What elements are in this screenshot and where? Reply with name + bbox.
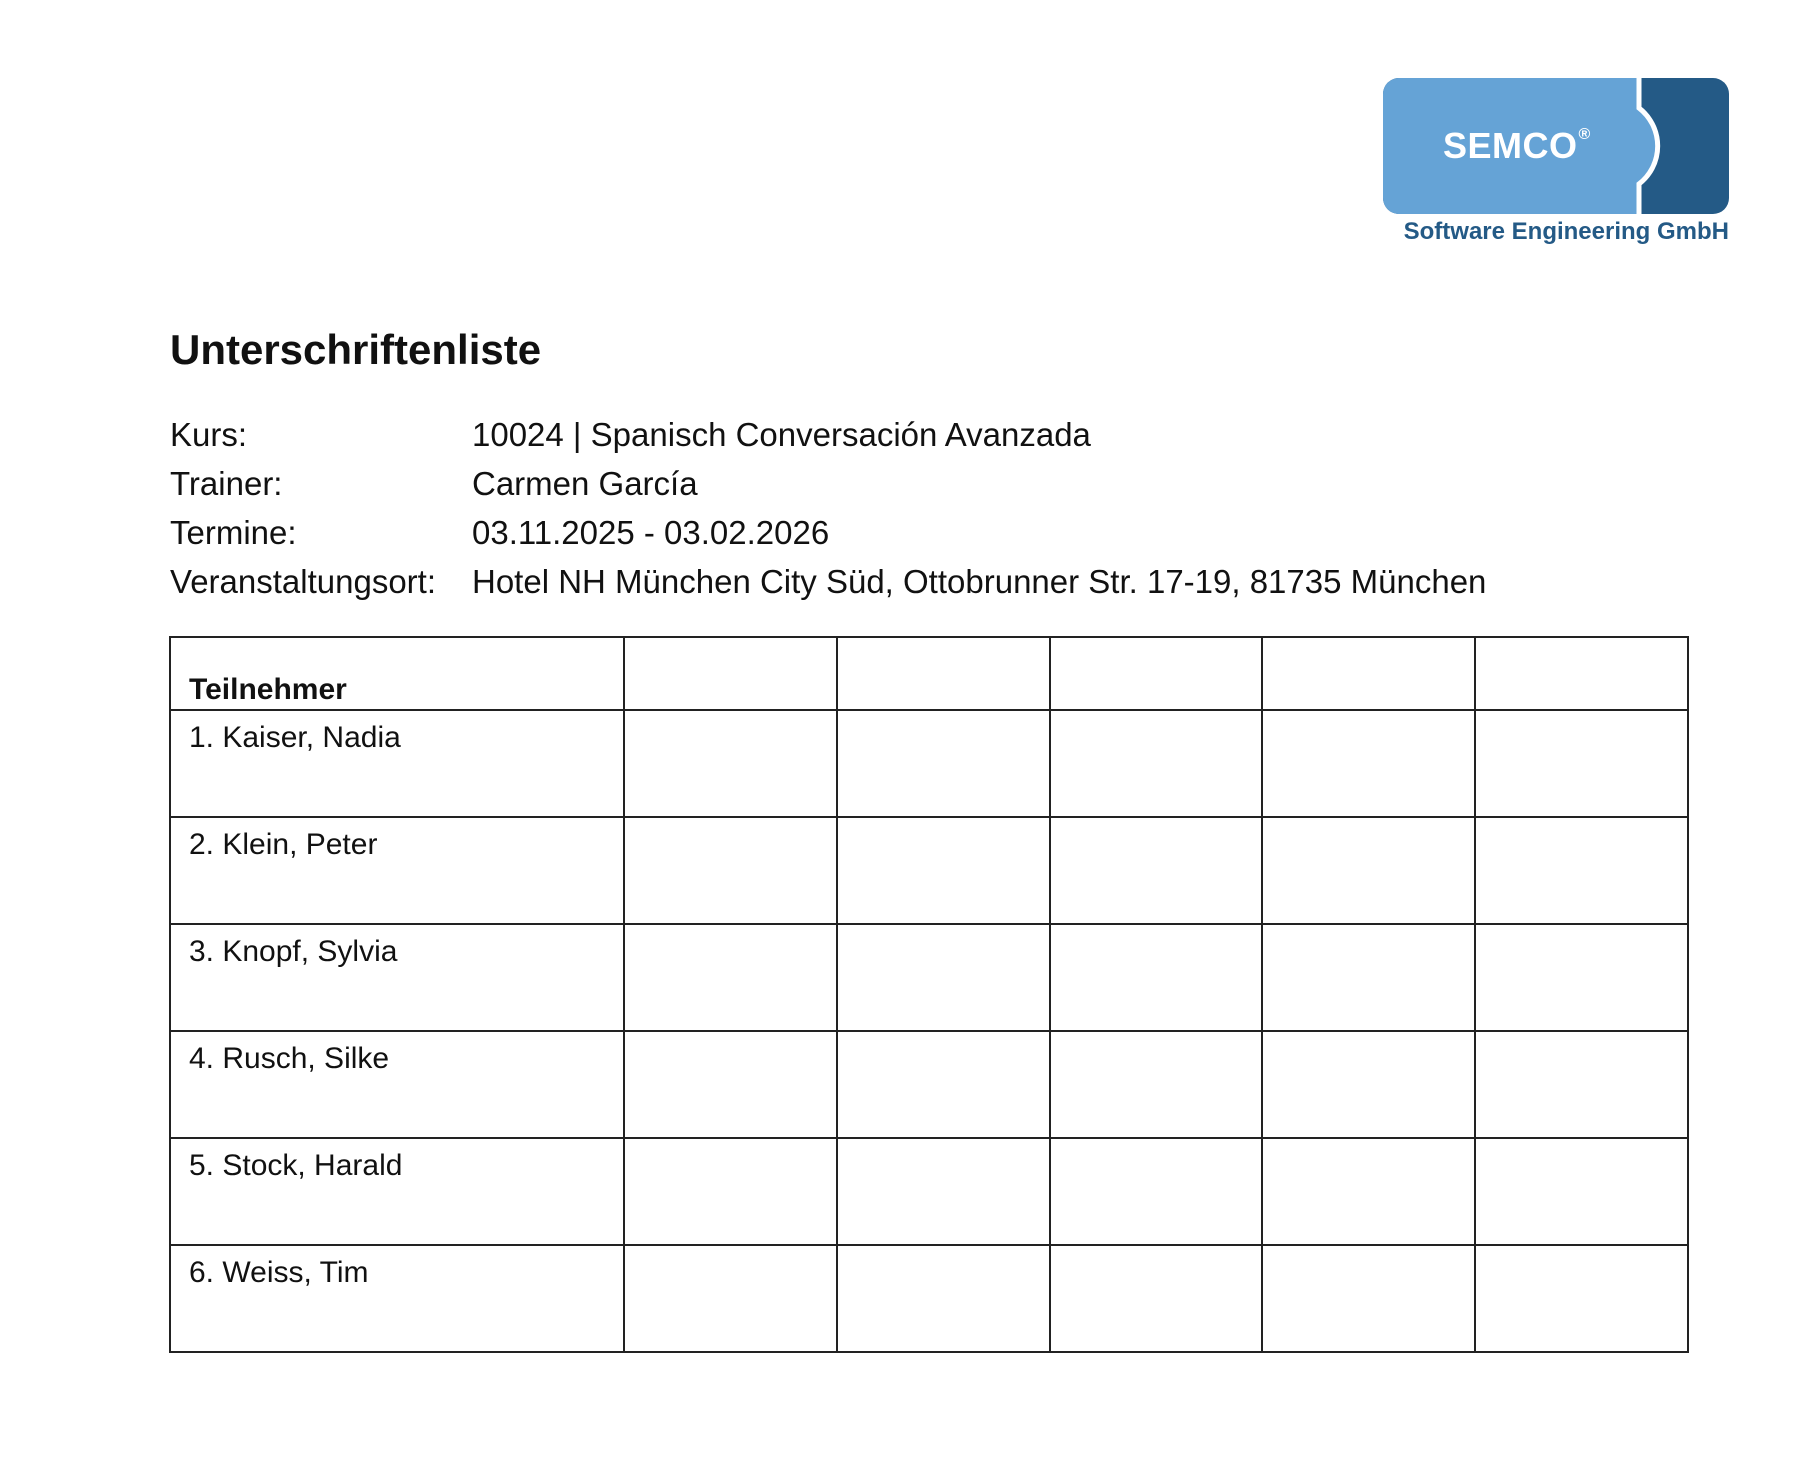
table-row — [170, 817, 1688, 924]
signature-cell — [837, 1031, 1050, 1138]
signature-cell — [1050, 924, 1263, 1031]
meta-value: Carmen García — [472, 465, 698, 502]
logo-wordmark: SEMCO® — [1443, 125, 1591, 166]
signature-cell — [1050, 1138, 1263, 1245]
participant-name: 1. Kaiser, Nadia — [170, 710, 624, 817]
signature-cell — [1475, 817, 1688, 924]
table-row — [170, 924, 1688, 1031]
signature-cell — [837, 710, 1050, 817]
signature-cell — [624, 1031, 837, 1138]
signature-cell — [1050, 710, 1263, 817]
table-header-row — [170, 637, 1688, 710]
participants-header: Teilnehmer — [170, 637, 624, 710]
course-info — [170, 410, 1486, 606]
signature-cell — [1262, 1138, 1475, 1245]
signature-cell — [1262, 1031, 1475, 1138]
signature-cell — [624, 1245, 837, 1352]
signature-date-column — [1262, 637, 1475, 710]
meta-label: Kurs: — [170, 416, 248, 453]
participant-name: 3. Knopf, Sylvia — [170, 924, 624, 1031]
signature-cell — [1475, 1138, 1688, 1245]
signature-cell — [1475, 1031, 1688, 1138]
company-logo — [1383, 78, 1729, 248]
signature-cell — [624, 817, 837, 924]
signature-date-column — [624, 637, 837, 710]
signature-date-column — [1475, 637, 1688, 710]
signature-date-column — [1050, 637, 1263, 710]
meta-label: Trainer: — [170, 465, 283, 502]
signature-cell — [1050, 1245, 1263, 1352]
table-row — [170, 1245, 1688, 1352]
signature-cell — [1262, 817, 1475, 924]
table-row — [170, 1031, 1688, 1138]
participant-name: 2. Klein, Peter — [170, 817, 624, 924]
meta-value: Hotel NH München City Süd, Ottobrunner Str. 17-19, 81735 München — [472, 563, 1487, 600]
signature-cell — [1475, 1245, 1688, 1352]
meta-row-trainer — [170, 459, 1486, 508]
meta-value: 10024 | Spanisch Conversación Avanzada — [472, 416, 1091, 453]
signature-cell — [837, 817, 1050, 924]
table-row — [170, 1138, 1688, 1245]
signature-cell — [1475, 710, 1688, 817]
meta-row-dates — [170, 508, 1486, 557]
signature-date-column — [837, 637, 1050, 710]
signature-cell — [837, 1245, 1050, 1352]
signature-cell — [1262, 710, 1475, 817]
signature-cell — [837, 924, 1050, 1031]
signature-cell — [624, 924, 837, 1031]
signature-cell — [1262, 1245, 1475, 1352]
participant-name: 5. Stock, Harald — [170, 1138, 624, 1245]
meta-row-course — [170, 410, 1486, 459]
meta-value: 03.11.2025 - 03.02.2026 — [472, 514, 830, 551]
participant-name: 6. Weiss, Tim — [170, 1245, 624, 1352]
signature-table — [169, 636, 1689, 1353]
meta-label: Termine: — [170, 514, 297, 551]
participant-name: 4. Rusch, Silke — [170, 1031, 624, 1138]
table-row — [170, 710, 1688, 817]
meta-row-venue — [170, 557, 1486, 606]
document-title: Unterschriftenliste — [170, 326, 542, 373]
signature-cell — [1050, 1031, 1263, 1138]
logo-tagline: Software Engineering GmbH — [1403, 218, 1729, 245]
signature-cell — [624, 710, 837, 817]
signature-cell — [624, 1138, 837, 1245]
signature-cell — [1262, 924, 1475, 1031]
signature-cell — [837, 1138, 1050, 1245]
signature-cell — [1475, 924, 1688, 1031]
signature-cell — [1050, 817, 1263, 924]
meta-label: Veranstaltungsort: — [170, 563, 436, 600]
